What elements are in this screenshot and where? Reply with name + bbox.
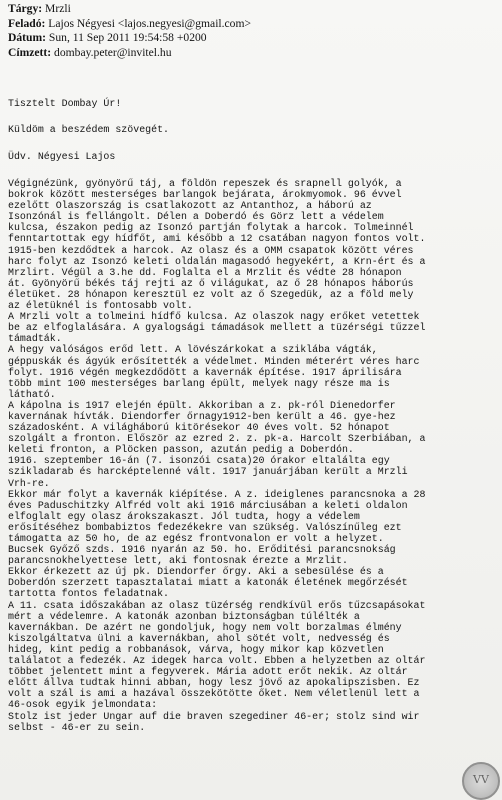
body-line: géppuskák és ágyúk erősítették a védelmet. Minden méterért véres harc — [8, 355, 420, 367]
email-header — [8, 2, 498, 60]
body-line: látható. — [8, 388, 56, 400]
to-row — [8, 46, 498, 61]
body-line: A 11. csata időszakában az olasz tüzérség rendkívül erős tűzcsapásokat — [8, 599, 426, 611]
body-line: keleti fronton, a Plöcken passon, azután pedig a Doberdón. — [8, 444, 354, 456]
body-line: be az elfoglalására. A gyalogsági támadások mellett a tüzérségi tűzzel — [8, 322, 426, 334]
body-line: támadták. — [8, 333, 62, 345]
body-line: szolgált a fronton. Először az ezred 2. z. pk-a. Harcolt Szerbiában, a — [8, 433, 426, 445]
body-line: Ekkor érkezett az új pk. Diendorfer őrgy. Aki a sebesülése és a — [8, 566, 384, 578]
from-label: Feladó: — [8, 16, 46, 30]
body-line: fenntartottak egy hídfőt, ami később a 12 csatában nagyon fontos volt. — [8, 233, 426, 245]
body-line: erősítéséhez bombabiztos fedezékekre van szükség. Valószínűleg ezt — [8, 521, 402, 533]
body-line: A hegy valóságos erőd lett. A lövészárkokat a sziklába vágták, — [8, 344, 378, 356]
subject-label: Tárgy: — [8, 2, 43, 15]
body-line: hideg, kint pedig a robbanások, várva, hogy mikor kap közvetlen — [8, 643, 384, 655]
signature: Üdv. Négyesi Lajos — [8, 151, 116, 162]
body-line: kulcsa, északon pedig az Isonzó partján folytak a harcok. Tolmeinnél — [8, 222, 414, 234]
body-line: találatot a fedezék. Az idegek harca volt. Ebben a helyzetben az oltár — [8, 655, 426, 667]
body-line: folyt. 1916 végén megkezdődött a kavernák építése. 1917 áprilisára — [8, 366, 402, 378]
body-line: Vrh-re. — [8, 477, 50, 489]
body-line: szikladarab és harcképtelenné vált. 1917 januárjában került a Mrzli — [8, 466, 408, 478]
to-value: dombay.peter@invitel.hu — [54, 45, 172, 59]
body-line: 46-osok egyik jelmondata: — [8, 699, 158, 711]
body-line: Végignézünk, gyönyörű táj, a földön repeszek és srapnell golyók, a — [8, 178, 402, 189]
body-line: ezelőtt Olaszország is csatlakozott az Antanthoz, a háború az — [8, 200, 372, 212]
to-label: Címzett: — [8, 45, 52, 59]
greeting: Tisztelt Dombay Úr! — [8, 98, 122, 109]
date-label: Dátum: — [8, 31, 46, 45]
body-line: át. Gyönyörű békés táj rejti az ő világukat, az ő 28 hónapos háborús — [8, 277, 414, 289]
body-line: Bucsek Győző szds. 1916 nyarán az 50. ho. Erőditési parancsnokság — [8, 544, 396, 556]
body-line: volt a szál is ami a hazával összekötötte őket. Nem véletlenül lett a — [8, 688, 420, 700]
body-line: előtt állva tudtak hinni abban, hogy lesz jövő az apokalipszisben. Ez — [8, 677, 420, 689]
body-line: kavernának hívták. Diendorfer őrnagy1912-ben került a 46. gye-hez — [8, 410, 396, 422]
body-line: tartotta fontos feladatnak. — [8, 588, 170, 600]
body-line: 1916. szeptember 16-án (7. isonzói csata)20 órakor eltalálta egy — [8, 455, 390, 467]
body-line: támogatta az 50 ho, de az egész frontvonalon er volt a helyzet. — [8, 533, 384, 544]
subject-value: Mrzli — [45, 2, 71, 15]
body-line: Ekkor már folyt a kavernák kiépítése. A z. ideiglenes parancsnoka a 28 — [8, 488, 426, 500]
body-line: Mrzlirt. Végül a 3.he dd. Foglalta el a Mrzlit és védte 28 hónapon — [8, 266, 402, 278]
body-line: bokrok között mesterséges barlangok bejárata, árokmyomok. 96 évvel — [8, 189, 402, 201]
body-line: elfoglalt egy olasz árokszakaszt. Jól tudta, hogy a védelem — [8, 510, 360, 522]
body-line: selbst - 46-er zu sein. — [8, 721, 146, 733]
body-line: életüket. 28 hónapon keresztül ez volt az ő Szegedük, az a föld mely — [8, 288, 414, 300]
body-line: az életüknél is fontosabb volt. — [8, 300, 193, 312]
body-line: parancsnokhelyettese lett, aki fontosnak érezte a Mrzlit. — [8, 555, 348, 567]
body-line: harc folyt az Isonzó keleti oldalán magasodó hegyekért, a Krn-ért és a — [8, 255, 426, 267]
body-line: századosként. A világháború kitörésekor 40 éves volt. 52 hónapot — [8, 422, 390, 434]
library-stamp — [462, 762, 500, 800]
body-line: Doberdón szerzett tapasztalatai miatt a katonák életének megőrzését — [8, 577, 408, 589]
from-row — [8, 17, 498, 32]
subject-row — [8, 2, 498, 17]
body-line: kavernákban. De azért ne gondoljuk, hogy nem volt borzalmas élmény — [8, 621, 402, 633]
from-value: Lajos Négyesi <lajos.negyesi@gmail.com> — [48, 16, 252, 30]
body-line: mért a védelemre. A katonák azonban biztonságban túlélték a — [8, 610, 360, 622]
body-line: Stolz ist jeder Ungar auf die braven szegediner 46-er; stolz sind wir — [8, 710, 420, 722]
date-row — [8, 31, 498, 46]
sending-note: Küldöm a beszédem szövegét. — [8, 124, 170, 135]
body-line: A Mrzli volt a tolmeini hídfő kulcsa. Az olaszok nagy erőket vetettek — [8, 311, 420, 323]
body-line: több mint 100 mesterséges barlang épült, melyek nagy része ma is — [8, 377, 390, 389]
body-line: kiszolgáltatva ülni a kavernákban, ahol sötét volt, nedvesség és — [8, 632, 390, 644]
body-line: Isonzónál is fellángolt. Délen a Doberdó és Görz lett a védelem — [8, 211, 384, 223]
body-line: 1915-ben kezdődtek a harcok. Az olasz és a OMM csapatok között véres — [8, 244, 414, 256]
body-line: többet jelentett mint a fegyverek. Mária adott erőt nekik. Az oltár — [8, 666, 408, 678]
date-value: Sun, 11 Sep 2011 19:54:58 +0200 — [48, 31, 207, 45]
body-line: A kápolna is 1917 elején épült. Akkoriban a z. pk-ról Dienedorfer — [8, 399, 396, 411]
stamp-text: VV — [473, 773, 489, 786]
body-line: éves Paduschitzky Alfréd volt aki 1916 márciusában a keleti oldalon — [8, 499, 408, 511]
speech-body — [8, 178, 500, 733]
